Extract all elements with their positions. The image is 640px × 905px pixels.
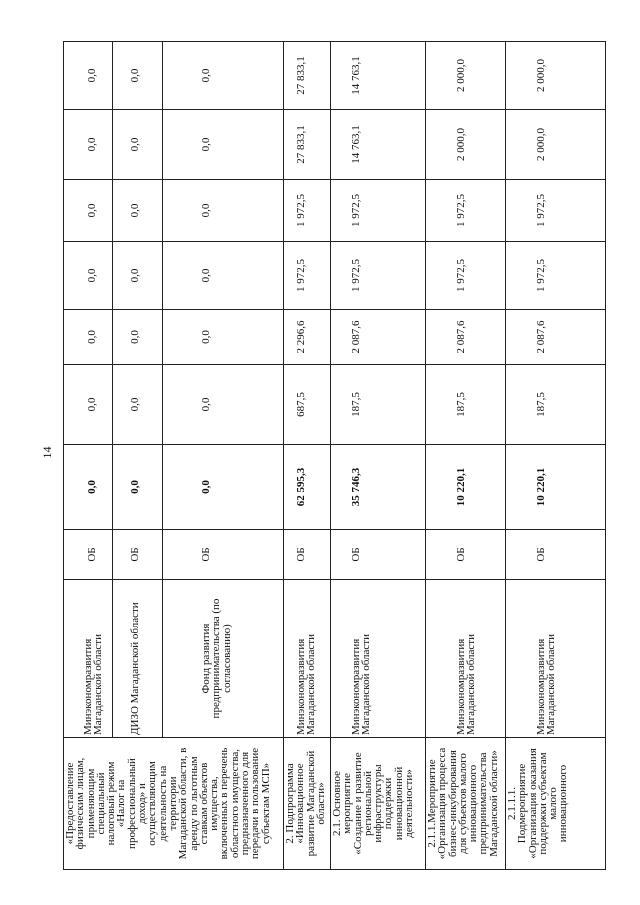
total-amount-cell: 0,0 — [64, 445, 113, 530]
table-row — [426, 42, 506, 870]
total-amount-cell: 0,0 — [113, 445, 163, 530]
amount-cell: 1 972,5 — [506, 242, 606, 310]
amount-cell: 0,0 — [64, 180, 113, 242]
measure-name-cell: «Предоставление физическим лицам, применяющим специальный налоговый режим «Налог на профессиональный доход» и осуществляющим деятельность на территории Магаданской области, в аренду по льготным ставкам объектов имущества, включенных в перечень областного имущества, предназначенного для передачи в пользование субъектам МСП» — [64, 738, 284, 870]
responsible-executor-cell: Минэкономразвития Магаданской области — [284, 580, 331, 738]
table-row — [64, 42, 113, 870]
funding-source-cell: ОБ — [426, 530, 506, 580]
measure-name-cell: 2. Подпрограмма «Инновационное развитие Магаданской области» — [284, 738, 331, 870]
amount-cell: 2 000,0 — [426, 110, 506, 180]
budget-table — [63, 41, 606, 870]
amount-cell: 0,0 — [113, 242, 163, 310]
amount-cell: 0,0 — [163, 310, 284, 365]
amount-cell: 2 000,0 — [506, 110, 606, 180]
amount-cell: 0,0 — [64, 310, 113, 365]
funding-source-cell: ОБ — [331, 530, 426, 580]
amount-cell: 0,0 — [64, 365, 113, 445]
amount-cell: 1 972,5 — [506, 180, 606, 242]
amount-cell: 0,0 — [113, 180, 163, 242]
amount-cell: 0,0 — [113, 110, 163, 180]
amount-cell: 687,5 — [284, 365, 331, 445]
funding-source-cell: ОБ — [284, 530, 331, 580]
measure-name-cell: 2.1.1.1. Подмероприятие «Организация оказания поддержки субъектам малого инновационного — [506, 738, 606, 870]
total-amount-cell: 10 220,1 — [426, 445, 506, 530]
responsible-executor-cell: Минэкономразвития Магаданской области — [64, 580, 113, 738]
amount-cell: 187,5 — [331, 365, 426, 445]
funding-source-cell: ОБ — [64, 530, 113, 580]
table-row — [331, 42, 426, 870]
amount-cell: 2 087,6 — [426, 310, 506, 365]
page-number: 14 — [40, 446, 54, 459]
responsible-executor-cell: ДИЗО Магаданской области — [113, 580, 163, 738]
total-amount-cell: 0,0 — [163, 445, 284, 530]
funding-source-cell: ОБ — [163, 530, 284, 580]
amount-cell: 2 087,6 — [506, 310, 606, 365]
amount-cell: 27 833,1 — [284, 110, 331, 180]
amount-cell: 1 972,5 — [331, 180, 426, 242]
amount-cell: 1 972,5 — [426, 242, 506, 310]
amount-cell: 27 833,1 — [284, 42, 331, 110]
amount-cell: 14 763,1 — [331, 110, 426, 180]
measure-name-cell: 2.1.1.Мероприятие «Организация процесса бизнес-инкубирования для субъектов малого инновационного предпринимательства Магаданской области» — [426, 738, 506, 870]
amount-cell: 0,0 — [163, 365, 284, 445]
amount-cell: 1 972,5 — [331, 242, 426, 310]
amount-cell: 0,0 — [64, 110, 113, 180]
amount-cell: 1 972,5 — [426, 180, 506, 242]
amount-cell: 1 972,5 — [284, 180, 331, 242]
responsible-executor-cell: Фонд развития предпринимательства (по согласованию) — [163, 580, 284, 738]
total-amount-cell: 10 220,1 — [506, 445, 606, 530]
amount-cell: 0,0 — [64, 42, 113, 110]
table-row — [506, 42, 606, 870]
table-row — [284, 42, 331, 870]
total-amount-cell: 62 595,3 — [284, 445, 331, 530]
amount-cell: 187,5 — [426, 365, 506, 445]
amount-cell: 14 763,1 — [331, 42, 426, 110]
amount-cell: 0,0 — [163, 42, 284, 110]
amount-cell: 0,0 — [163, 242, 284, 310]
amount-cell: 0,0 — [113, 365, 163, 445]
amount-cell: 0,0 — [113, 42, 163, 110]
funding-source-cell: ОБ — [506, 530, 606, 580]
amount-cell: 0,0 — [163, 180, 284, 242]
total-amount-cell: 35 746,3 — [331, 445, 426, 530]
measure-name-cell: 2.1. Основное мероприятие «Создание и развитие региональной инфраструктуры поддержки инновационной деятельности» — [331, 738, 426, 870]
funding-source-cell: ОБ — [113, 530, 163, 580]
amount-cell: 1 972,5 — [284, 242, 331, 310]
responsible-executor-cell: Минэкономразвития Магаданской области — [426, 580, 506, 738]
amount-cell: 0,0 — [64, 242, 113, 310]
responsible-executor-cell: Минэкономразвития Магаданской области — [331, 580, 426, 738]
amount-cell: 2 087,6 — [331, 310, 426, 365]
amount-cell: 2 000,0 — [426, 42, 506, 110]
amount-cell: 0,0 — [113, 310, 163, 365]
amount-cell: 0,0 — [163, 110, 284, 180]
amount-cell: 2 296,6 — [284, 310, 331, 365]
responsible-executor-cell: Минэкономразвития Магаданской области — [506, 580, 606, 738]
amount-cell: 2 000,0 — [506, 42, 606, 110]
amount-cell: 187,5 — [506, 365, 606, 445]
